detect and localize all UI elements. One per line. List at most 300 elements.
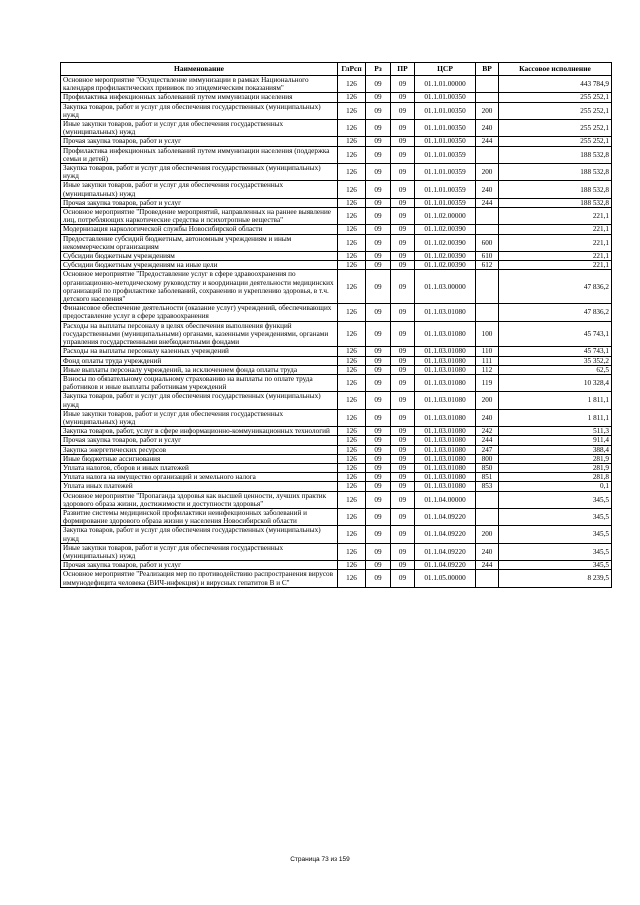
cell-csr: 01.1.03.01080 [415,365,476,374]
cell-vr [476,304,499,321]
cell-pr: 09 [391,225,415,234]
cell-vr: 850 [476,463,499,472]
cell-pr: 09 [391,374,415,391]
cell-vr [476,208,499,225]
cell-csr: 01.1.03.01080 [415,463,476,472]
table-row [61,321,612,347]
cell-amount: 511,3 [499,427,612,436]
cell-amount: 188 532,8 [499,146,612,163]
cell-csr: 01.1.04.09220 [415,561,476,570]
cell-grbs: 126 [338,356,366,365]
cell-name: Основное мероприятие "Реализация мер по противодействию распространения вирусов иммунодефицита человека (ВИЧ-инфекция) и вирусных гепатитов В и С" [61,570,338,587]
cell-grbs: 126 [338,463,366,472]
cell-vr [476,93,499,102]
cell-rz: 09 [366,347,391,356]
cell-grbs: 126 [338,392,366,409]
header-rz: Рз [366,63,391,76]
cell-amount: 911,4 [499,436,612,445]
cell-grbs: 126 [338,508,366,525]
table-row [61,409,612,426]
cell-rz: 09 [366,427,391,436]
cell-name: Иные закупки товаров, работ и услуг для обеспечения государственных (муниципальных) нужд [61,543,338,560]
cell-amount: 47 836,2 [499,304,612,321]
cell-rz: 09 [366,146,391,163]
cell-amount: 221,1 [499,234,612,251]
cell-amount: 221,1 [499,225,612,234]
table-row [61,454,612,463]
table-row [61,261,612,270]
cell-vr [476,225,499,234]
cell-rz: 09 [366,392,391,409]
cell-grbs: 126 [338,427,366,436]
table-row [61,76,612,93]
header-name: Наименование [61,63,338,76]
cell-amount: 1 811,1 [499,409,612,426]
cell-vr: 612 [476,261,499,270]
cell-vr: 200 [476,102,499,119]
cell-csr: 01.1.03.01080 [415,445,476,454]
table-row [61,463,612,472]
table-row [61,356,612,365]
cell-pr: 09 [391,164,415,181]
cell-csr: 01.1.03.01080 [415,482,476,491]
cell-rz: 09 [366,409,391,426]
table-row [61,120,612,137]
cell-grbs: 126 [338,436,366,445]
cell-pr: 09 [391,491,415,508]
cell-amount: 255 252,1 [499,93,612,102]
cell-rz: 09 [366,356,391,365]
table-row [61,473,612,482]
cell-vr [476,76,499,93]
cell-pr: 09 [391,102,415,119]
cell-vr: 244 [476,561,499,570]
cell-vr: 240 [476,409,499,426]
cell-rz: 09 [366,120,391,137]
cell-rz: 09 [366,508,391,525]
cell-csr: 01.1.03.01080 [415,427,476,436]
cell-amount: 345,5 [499,561,612,570]
cell-amount: 188 532,8 [499,181,612,198]
cell-pr: 09 [391,76,415,93]
cell-grbs: 126 [338,454,366,463]
cell-amount: 35 352,2 [499,356,612,365]
cell-rz: 09 [366,321,391,347]
cell-amount: 388,4 [499,445,612,454]
cell-amount: 47 836,2 [499,270,612,304]
cell-grbs: 126 [338,234,366,251]
cell-pr: 09 [391,93,415,102]
cell-name: Прочая закупка товаров, работ и услуг [61,137,338,146]
cell-grbs: 126 [338,482,366,491]
cell-name: Иные закупки товаров, работ и услуг для обеспечения государственных (муниципальных) нужд [61,181,338,198]
cell-vr: 242 [476,427,499,436]
cell-grbs: 126 [338,321,366,347]
table-row [61,146,612,163]
cell-amount: 221,1 [499,261,612,270]
cell-vr: 244 [476,436,499,445]
header-amount: Кассовое исполнение [499,63,612,76]
cell-csr: 01.1.01.00350 [415,120,476,137]
page-number: Страница 73 из 159 [290,856,350,863]
table-row [61,436,612,445]
cell-amount: 281,8 [499,473,612,482]
table-row [61,93,612,102]
cell-vr: 200 [476,526,499,543]
cell-csr: 01.1.03.01080 [415,409,476,426]
cell-name: Субсидии бюджетным учреждениям на иные цели [61,261,338,270]
cell-csr: 01.1.03.01080 [415,392,476,409]
cell-vr: 240 [476,543,499,560]
cell-csr: 01.1.01.00359 [415,146,476,163]
table-row [61,208,612,225]
cell-pr: 09 [391,181,415,198]
cell-vr: 247 [476,445,499,454]
cell-vr: 110 [476,347,499,356]
cell-csr: 01.1.01.00000 [415,76,476,93]
table-row [61,365,612,374]
cell-grbs: 126 [338,491,366,508]
cell-csr: 01.1.03.01080 [415,347,476,356]
table-row [61,427,612,436]
cell-name: Субсидии бюджетным учреждениям [61,252,338,261]
cell-rz: 09 [366,225,391,234]
cell-name: Закупка товаров, работ и услуг для обеспечения государственных (муниципальных) нужд [61,526,338,543]
table-row [61,198,612,207]
cell-grbs: 126 [338,252,366,261]
cell-grbs: 126 [338,261,366,270]
table-row [61,482,612,491]
cell-pr: 09 [391,270,415,304]
cell-pr: 09 [391,321,415,347]
cell-csr: 01.1.03.01080 [415,356,476,365]
cell-name: Основное мероприятие "Пропаганда здоровья как высшей ценности, лучших практик здорового образа жизни, достижимости и доступности здоровья" [61,491,338,508]
cell-vr: 240 [476,181,499,198]
cell-name: Закупка энергетических ресурсов [61,445,338,454]
cell-amount: 10 328,4 [499,374,612,391]
cell-pr: 09 [391,146,415,163]
cell-csr: 01.1.03.01080 [415,304,476,321]
header-pr: ПР [391,63,415,76]
cell-pr: 09 [391,234,415,251]
cell-pr: 09 [391,261,415,270]
cell-rz: 09 [366,208,391,225]
cell-pr: 09 [391,120,415,137]
cell-name: Уплата налогов, сборов и иных платежей [61,463,338,472]
cell-vr: 244 [476,198,499,207]
cell-csr: 01.1.01.00350 [415,137,476,146]
cell-pr: 09 [391,427,415,436]
cell-name: Профилактика инфекционных заболеваний путем иммунизации населения (поддержка семьи и детей) [61,146,338,163]
cell-grbs: 126 [338,304,366,321]
cell-vr: 240 [476,120,499,137]
budget-table [60,62,612,588]
table-row [61,543,612,560]
table-row [61,164,612,181]
cell-grbs: 126 [338,225,366,234]
cell-name: Прочая закупка товаров, работ и услуг [61,436,338,445]
cell-amount: 221,1 [499,252,612,261]
cell-name: Закупка товаров, работ и услуг для обеспечения государственных (муниципальных) нужд [61,102,338,119]
cell-grbs: 126 [338,120,366,137]
cell-rz: 09 [366,261,391,270]
cell-name: Взносы по обязательному социальному страхованию на выплаты по оплате труда работников и иные выплаты работникам учреждений [61,374,338,391]
table-row [61,270,612,304]
cell-csr: 01.1.02.00390 [415,261,476,270]
cell-amount: 281,9 [499,463,612,472]
cell-name: Предоставление субсидий бюджетным, автономным учреждениям и иным некоммерческим организациям [61,234,338,251]
cell-vr [476,570,499,587]
header-csr: ЦСР [415,63,476,76]
cell-csr: 01.1.01.00359 [415,164,476,181]
cell-name: Закупка товаров, работ, услуг в сфере информационно-коммуникационных технологий [61,427,338,436]
table-row [61,181,612,198]
cell-grbs: 126 [338,270,366,304]
cell-grbs: 126 [338,526,366,543]
table-row [61,252,612,261]
cell-csr: 01.1.02.00390 [415,234,476,251]
cell-grbs: 126 [338,374,366,391]
cell-pr: 09 [391,543,415,560]
cell-vr: 200 [476,392,499,409]
cell-pr: 09 [391,356,415,365]
cell-pr: 09 [391,198,415,207]
table-row [61,526,612,543]
cell-grbs: 126 [338,164,366,181]
cell-rz: 09 [366,304,391,321]
cell-vr: 800 [476,454,499,463]
cell-rz: 09 [366,234,391,251]
cell-name: Прочая закупка товаров, работ и услуг [61,198,338,207]
cell-csr: 01.1.02.00000 [415,208,476,225]
cell-amount: 0,1 [499,482,612,491]
table-row [61,234,612,251]
cell-grbs: 126 [338,561,366,570]
cell-name: Иные закупки товаров, работ и услуг для обеспечения государственных (муниципальных) нужд [61,120,338,137]
cell-grbs: 126 [338,365,366,374]
cell-csr: 01.1.03.01080 [415,454,476,463]
cell-amount: 45 743,1 [499,347,612,356]
cell-name: Закупка товаров, работ и услуг для обеспечения государственных (муниципальных) нужд [61,164,338,181]
table-row [61,374,612,391]
cell-name: Уплата иных платежей [61,482,338,491]
cell-csr: 01.1.01.00359 [415,181,476,198]
cell-grbs: 126 [338,445,366,454]
cell-name: Основное мероприятие "Осуществление иммунизации в рамках Национального календаря профилактических прививок по эпидемическим показаниям" [61,76,338,93]
cell-grbs: 126 [338,146,366,163]
cell-grbs: 126 [338,198,366,207]
cell-amount: 221,1 [499,208,612,225]
cell-amount: 255 252,1 [499,137,612,146]
cell-grbs: 126 [338,181,366,198]
cell-name: Расходы на выплаты персоналу в целях обеспечения выполнения функций государственными (муниципальными) органами, казенными учреждениями, органами управления государственными внебюджетными фондами [61,321,338,347]
cell-rz: 09 [366,252,391,261]
cell-grbs: 126 [338,347,366,356]
cell-grbs: 126 [338,543,366,560]
cell-pr: 09 [391,392,415,409]
cell-amount: 345,5 [499,491,612,508]
cell-pr: 09 [391,436,415,445]
cell-grbs: 126 [338,137,366,146]
cell-pr: 09 [391,508,415,525]
cell-rz: 09 [366,454,391,463]
cell-pr: 09 [391,482,415,491]
cell-pr: 09 [391,252,415,261]
cell-csr: 01.1.03.01080 [415,374,476,391]
cell-name: Основное мероприятие "Предоставление услуг в сфере здравоохранения по организационно-методическому руководству и координации деятельности медицинских организаций по профилактике заболеваний, сохранению и укреплению здоровья, в т.ч. детского населения" [61,270,338,304]
cell-pr: 09 [391,137,415,146]
cell-rz: 09 [366,374,391,391]
cell-csr: 01.1.01.00350 [415,102,476,119]
cell-csr: 01.1.03.00000 [415,270,476,304]
cell-rz: 09 [366,436,391,445]
cell-vr: 851 [476,473,499,482]
cell-rz: 09 [366,270,391,304]
cell-rz: 09 [366,463,391,472]
cell-vr [476,491,499,508]
cell-name: Уплата налога на имущество организаций и земельного налога [61,473,338,482]
cell-amount: 255 252,1 [499,120,612,137]
cell-amount: 188 532,8 [499,164,612,181]
cell-name: Финансовое обеспечение деятельности (оказание услуг) учреждений, обеспечивающих предоставление услуг в сфере здравоохранения [61,304,338,321]
table-row [61,561,612,570]
cell-csr: 01.1.02.00390 [415,252,476,261]
cell-pr: 09 [391,570,415,587]
table-row [61,137,612,146]
cell-grbs: 126 [338,102,366,119]
cell-name: Иные выплаты персоналу учреждений, за исключением фонда оплаты труда [61,365,338,374]
cell-csr: 01.1.04.09220 [415,526,476,543]
cell-amount: 1 811,1 [499,392,612,409]
cell-name: Иные бюджетные ассигнования [61,454,338,463]
cell-pr: 09 [391,463,415,472]
table-header-row [61,63,612,76]
cell-vr: 111 [476,356,499,365]
header-vr: ВР [476,63,499,76]
table-row [61,392,612,409]
cell-name: Развитие системы медицинской профилактики неинфекционных заболеваний и формирование здорового образа жизни у населения Новосибирской области [61,508,338,525]
cell-csr: 01.1.01.00350 [415,93,476,102]
table-row [61,508,612,525]
cell-name: Иные закупки товаров, работ и услуг для обеспечения государственных (муниципальных) нужд [61,409,338,426]
cell-rz: 09 [366,365,391,374]
cell-name: Расходы на выплаты персоналу казенных учреждений [61,347,338,356]
cell-pr: 09 [391,409,415,426]
cell-amount: 345,5 [499,508,612,525]
cell-csr: 01.1.03.01080 [415,321,476,347]
table-body [61,76,612,588]
cell-name: Закупка товаров, работ и услуг для обеспечения государственных (муниципальных) нужд [61,392,338,409]
cell-vr [476,270,499,304]
cell-vr: 600 [476,234,499,251]
cell-grbs: 126 [338,473,366,482]
cell-rz: 09 [366,491,391,508]
cell-pr: 09 [391,347,415,356]
cell-csr: 01.1.01.00359 [415,198,476,207]
table-row [61,225,612,234]
cell-pr: 09 [391,473,415,482]
cell-vr: 610 [476,252,499,261]
cell-csr: 01.1.03.01080 [415,473,476,482]
cell-pr: 09 [391,304,415,321]
cell-pr: 09 [391,208,415,225]
cell-name: Модернизация наркологической службы Новосибирской области [61,225,338,234]
cell-pr: 09 [391,454,415,463]
cell-pr: 09 [391,445,415,454]
cell-amount: 45 743,1 [499,321,612,347]
cell-rz: 09 [366,181,391,198]
cell-pr: 09 [391,365,415,374]
cell-amount: 188 532,8 [499,198,612,207]
cell-rz: 09 [366,482,391,491]
cell-csr: 01.1.04.09220 [415,543,476,560]
cell-rz: 09 [366,198,391,207]
cell-grbs: 126 [338,93,366,102]
cell-amount: 255 252,1 [499,102,612,119]
cell-rz: 09 [366,93,391,102]
cell-csr: 01.1.04.09220 [415,508,476,525]
cell-amount: 345,5 [499,543,612,560]
table-row [61,491,612,508]
cell-name: Профилактика инфекционных заболеваний путем иммунизации населения [61,93,338,102]
cell-name: Прочая закупка товаров, работ и услуг [61,561,338,570]
cell-amount: 281,9 [499,454,612,463]
cell-rz: 09 [366,445,391,454]
table-row [61,347,612,356]
cell-amount: 62,5 [499,365,612,374]
table-row [61,304,612,321]
cell-pr: 09 [391,561,415,570]
cell-grbs: 126 [338,409,366,426]
cell-vr [476,508,499,525]
cell-amount: 345,5 [499,526,612,543]
cell-vr: 100 [476,321,499,347]
cell-grbs: 126 [338,570,366,587]
cell-amount: 443 784,9 [499,76,612,93]
cell-name: Фонд оплаты труда учреждений [61,356,338,365]
cell-vr: 853 [476,482,499,491]
cell-vr: 200 [476,164,499,181]
cell-csr: 01.1.02.00390 [415,225,476,234]
cell-vr: 112 [476,365,499,374]
table-row [61,570,612,587]
cell-name: Основное мероприятие "Проведение мероприятий, направленных на раннее выявление лиц, потребляющих наркотические средства и психотропные вещества" [61,208,338,225]
cell-rz: 09 [366,137,391,146]
cell-amount: 8 239,5 [499,570,612,587]
cell-csr: 01.1.03.01080 [415,436,476,445]
header-grbs: ГлРсп [338,63,366,76]
cell-rz: 09 [366,561,391,570]
cell-rz: 09 [366,570,391,587]
cell-rz: 09 [366,543,391,560]
cell-pr: 09 [391,526,415,543]
cell-csr: 01.1.05.00000 [415,570,476,587]
budget-page [60,62,611,588]
cell-grbs: 126 [338,208,366,225]
cell-rz: 09 [366,102,391,119]
cell-vr: 119 [476,374,499,391]
table-row [61,445,612,454]
cell-rz: 09 [366,473,391,482]
cell-vr: 244 [476,137,499,146]
cell-rz: 09 [366,164,391,181]
cell-grbs: 126 [338,76,366,93]
cell-csr: 01.1.04.00000 [415,491,476,508]
cell-rz: 09 [366,76,391,93]
cell-rz: 09 [366,526,391,543]
cell-vr [476,146,499,163]
table-row [61,102,612,119]
